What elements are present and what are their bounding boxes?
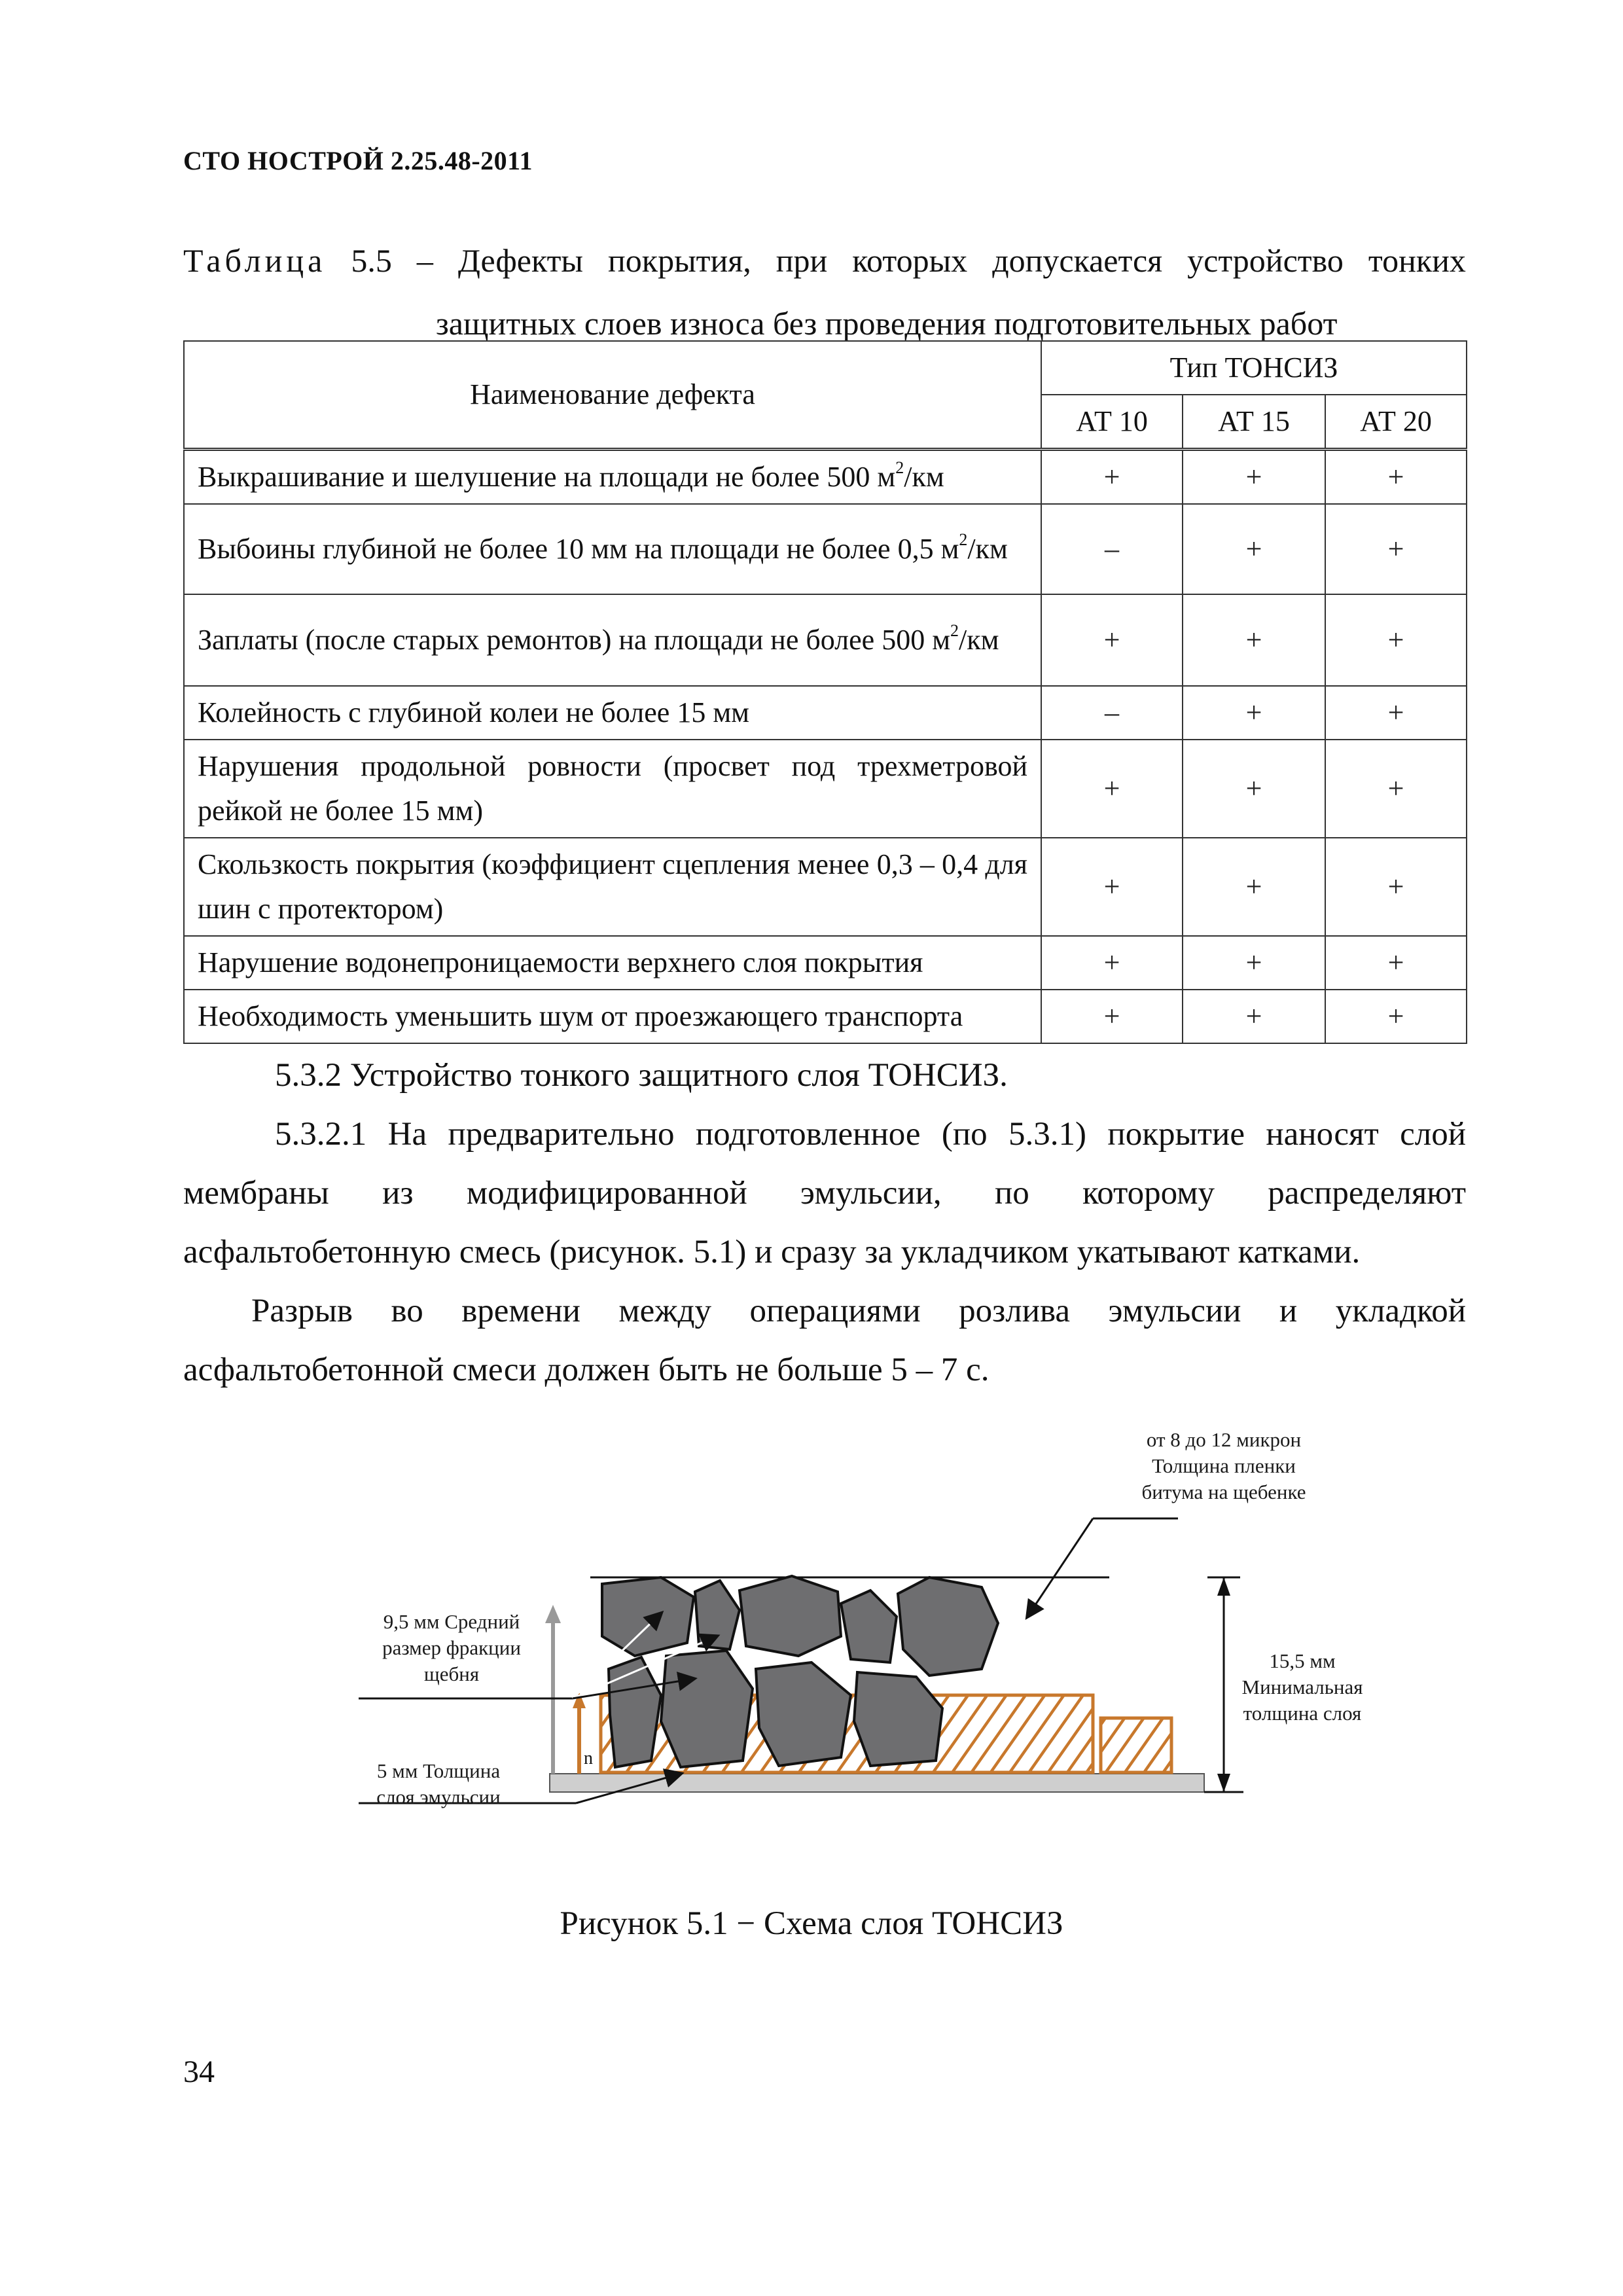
table-row [184,936,1467,990]
table-row [184,594,1467,686]
leader-line [1027,1518,1093,1617]
stone [841,1590,897,1662]
mark-cell: + [1041,936,1183,990]
thickness-arrow-top [1217,1577,1230,1596]
stone [609,1657,661,1767]
caption-word: устройство [1187,242,1344,279]
table-row [184,838,1467,936]
defect-name-cell: Скользкость покрытия (коэффициент сцепления менее 0,3 – 0,4 для шин с протектором) [184,838,1041,936]
tonsiz-layer-diagram [353,1420,1374,1839]
mark-cell: + [1183,990,1325,1043]
mark-cell: + [1041,450,1183,505]
mark-cell: + [1325,838,1467,936]
mark-cell: – [1041,686,1183,740]
mark-cell: + [1041,740,1183,838]
mark-cell: + [1325,990,1467,1043]
mark-cell: + [1325,936,1467,990]
caption-word: которых [852,242,968,279]
defect-name-cell: Выкрашивание и шелушение на площади не более 500 $м^2/км$ [184,450,1041,505]
mark-cell: + [1183,740,1325,838]
mark-cell: + [1325,594,1467,686]
table-caption-label: Таблица [183,242,327,279]
table-row [184,686,1467,740]
table-row [184,450,1467,505]
header-at10: АТ 10 [1041,395,1183,450]
mark-cell: + [1183,838,1325,936]
paragraph-5-3-2: 5.3.2 Устройство тонкого защитного слоя ТОНСИЗ. [275,1057,1008,1094]
stone [661,1651,753,1767]
small-letter-label: n [584,1748,593,1768]
page-number: 34 [183,2054,215,2089]
table-caption-line-2: защитных слоев износа без проведения подготовительных работ [436,305,1338,342]
film-thickness-label: от 8 до 12 микрон Толщина пленки битума на щебенке [1141,1428,1306,1503]
table-row [184,740,1467,838]
emulsion-thickness-label: 5 мм Толщина слоя эмульсии [376,1759,501,1808]
defect-name-cell: Колейность с глубиной колеи не более 15 мм [184,686,1041,740]
defect-name-cell: Нарушения продольной ровности (просвет под трехметровой рейкой не более 15 мм) [184,740,1041,838]
defect-name-cell: Нарушение водонепроницаемости верхнего слоя покрытия [184,936,1041,990]
header-at15: АТ 15 [1183,395,1325,450]
defect-name-cell: Заплаты (после старых ремонтов) на площади не более 500 $м^2/км$ [184,594,1041,686]
mark-cell: + [1325,450,1467,505]
thickness-arrow-bottom [1217,1774,1230,1792]
defect-name-cell: Необходимость уменьшить шум от проезжающего транспорта [184,990,1041,1043]
caption-word: тонких [1368,242,1466,279]
table-row [184,504,1467,594]
stone [695,1581,740,1649]
table-caption-number: 5.5 [351,242,392,279]
caption-word: при [776,242,828,279]
mark-cell: + [1183,594,1325,686]
caption-word: покрытия, [608,242,751,279]
stone [898,1577,998,1676]
document-code-header: СТО НОСТРОЙ 2.25.48-2011 [183,146,533,175]
table-caption-line-1 [183,229,1466,292]
figure-caption: Рисунок 5.1 − Схема слоя ТОНСИЗ [560,1905,1063,1942]
caption-word: Дефекты [457,242,584,279]
mark-cell: + [1041,838,1183,936]
min-thickness-label: 15,5 мм Минимальная толщина слоя [1241,1649,1363,1725]
mark-cell: + [1183,504,1325,594]
header-defect-name: Наименование дефекта [184,341,1041,450]
header-tonsiz-type: Тип ТОНСИЗ [1041,341,1467,395]
mark-cell: + [1183,686,1325,740]
table-caption-dash: – [416,242,433,279]
paragraph-interval: Разрыв во времени между операциями розлива эмульсии и укладкой асфальтобетонной смеси должен быть не больше 5 – 7 с. [183,1293,1466,1388]
paragraph-5-3-2-1: 5.3.2.1 На предварительно подготовленное (по 5.3.1) покрытие наносят слой мембраны из модифицированной эмульсии, по которому распределяют асфальтобетонную смесь (рисунок. 5.1) и сразу за укладчиком укатывают катками. [183,1116,1466,1270]
stone [602,1577,694,1656]
stone [740,1576,841,1656]
stone [854,1672,942,1766]
caption-word: допускается [992,242,1163,279]
mark-cell: – [1041,504,1183,594]
mark-cell: + [1183,450,1325,505]
header-at20: АТ 20 [1325,395,1467,450]
defects-table [183,340,1467,1044]
table-row [184,990,1467,1043]
mark-cell: + [1041,594,1183,686]
mark-cell: + [1325,740,1467,838]
table-caption [183,229,1466,355]
mark-cell: + [1041,990,1183,1043]
mark-cell: + [1325,504,1467,594]
mark-cell: + [1325,686,1467,740]
fraction-size-label: 9,5 мм Средний размер фракции щебня [382,1610,521,1685]
defect-name-cell: Выбоины глубиной не более 10 мм на площади не более 0,5 $м^2/км$ [184,504,1041,594]
emulsion-hatched-layer-end [1101,1718,1171,1772]
mark-cell: + [1183,936,1325,990]
stone [756,1662,851,1766]
